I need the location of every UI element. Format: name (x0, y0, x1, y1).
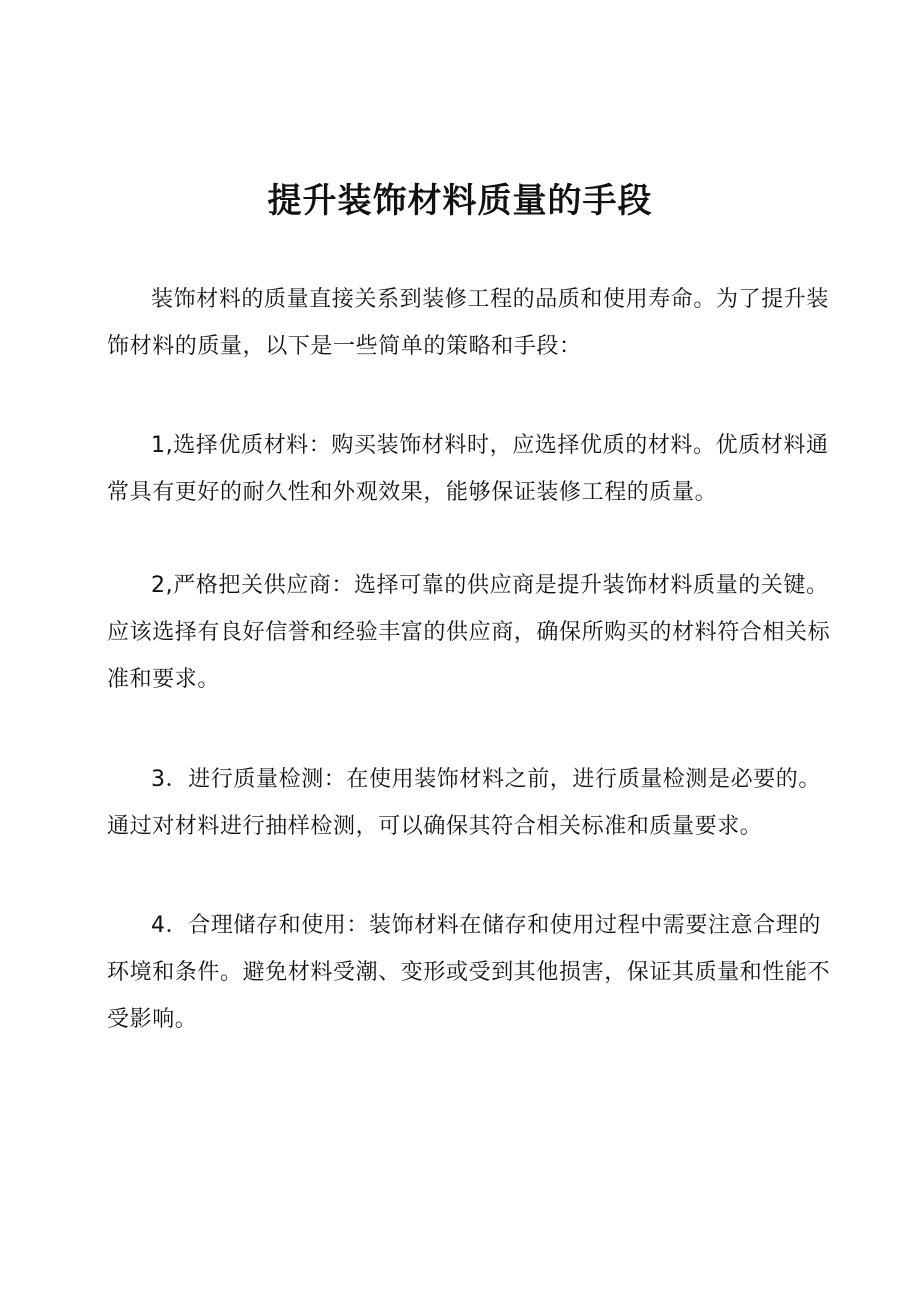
list-item-4: 4．合理储存和使用：装饰材料在储存和使用过程中需要注意合理的环境和条件。避免材料受潮、变形或受到其他损害，保证其质量和性能不受影响。 (107, 913, 831, 1032)
list-item-2: 2,严格把关供应商：选择可靠的供应商是提升装饰材料质量的关键。应该选择有良好信誉和经验丰富的供应商，确保所购买的材料符合相关标准和要求。 (107, 573, 831, 692)
list-item-3: 3．进行质量检测：在使用装饰材料之前，进行质量检测是必要的。通过对材料进行抽样检测，可以确保其符合相关标准和质量要求。 (107, 767, 821, 839)
intro-paragraph: 装饰材料的质量直接关系到装修工程的品质和使用寿命。为了提升装饰材料的质量，以下是一些简单的策略和手段： (107, 287, 830, 359)
document-title: 提升装饰材料质量的手段 (267, 181, 653, 221)
list-item-1: 1,选择优质材料：购买装饰材料时，应选择优质的材料。优质材料通常具有更好的耐久性和外观效果，能够保证装修工程的质量。 (107, 433, 829, 505)
